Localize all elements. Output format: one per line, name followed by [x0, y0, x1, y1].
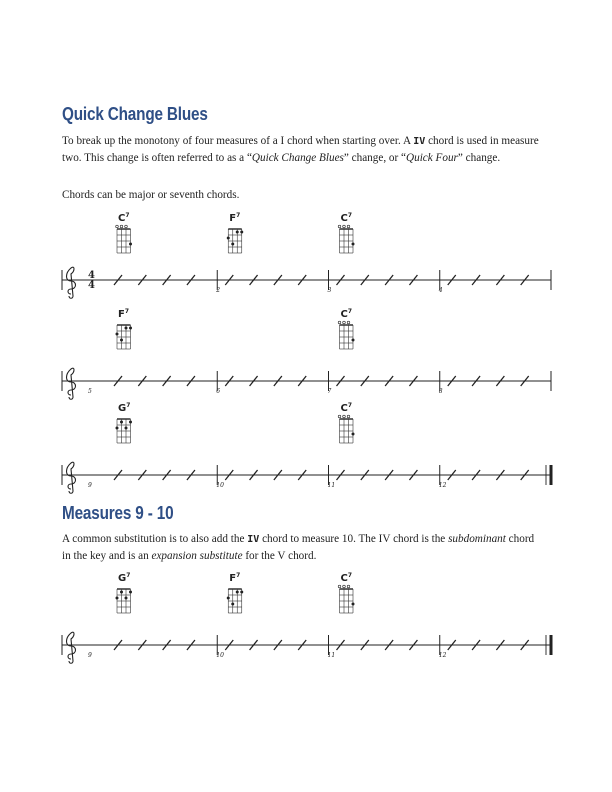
chord-name: $C^7$	[340, 212, 353, 224]
staff-system-2	[0, 308, 612, 403]
finger-dot	[125, 427, 128, 430]
finger-dot	[120, 591, 123, 594]
roman-numeral-iv: IV	[413, 136, 426, 147]
measure-number: 12	[438, 652, 447, 659]
measure-number: 2	[216, 287, 221, 294]
finger-dot	[236, 231, 239, 234]
time-signature-top: 4	[88, 270, 95, 281]
text-span: chord in the key and is an	[62, 533, 535, 562]
finger-dot	[240, 231, 243, 234]
measure-number: 8	[438, 388, 443, 395]
chord-name: $G^7$	[118, 572, 131, 584]
open-string-marker	[347, 585, 350, 588]
finger-dot	[352, 339, 355, 342]
chord-diagram-g7	[116, 402, 133, 443]
roman-numeral-iv: IV	[247, 534, 260, 545]
finger-dot	[116, 597, 119, 600]
chord-diagram-c7	[338, 572, 354, 613]
open-string-marker	[343, 585, 346, 588]
open-string-marker	[338, 225, 341, 228]
term-quick-change-blues: Quick Change Blues	[251, 152, 344, 164]
treble-clef-icon	[67, 632, 76, 663]
measure-number: 9	[88, 652, 92, 659]
chord-name: $F^7$	[229, 572, 241, 584]
measure-number: 10	[216, 482, 224, 489]
open-string-marker	[338, 415, 341, 418]
finger-dot	[120, 421, 123, 424]
finger-dot	[227, 237, 230, 240]
text-span: A common substitution is to also add the	[62, 533, 248, 545]
measure-number: 9	[88, 482, 92, 489]
finger-dot	[227, 597, 230, 600]
measure-number: 7	[327, 388, 332, 395]
finger-dot	[129, 421, 132, 424]
finger-dot	[120, 339, 123, 342]
chord-name: $C^7$	[340, 402, 353, 414]
term-expansion-substitute: expansion substitute	[151, 550, 243, 562]
chord-diagram-c7	[338, 402, 354, 443]
open-string-marker	[347, 415, 350, 418]
finger-dot	[116, 427, 119, 430]
measure-number: 5	[88, 388, 92, 395]
measure-number: 11	[327, 652, 336, 659]
text-span: chord is used in measure two. This change is often referred to as a “	[62, 135, 539, 164]
finger-dot	[129, 327, 132, 330]
finger-dot	[125, 597, 128, 600]
finger-dot	[129, 591, 132, 594]
open-string-marker	[343, 225, 346, 228]
finger-dot	[231, 243, 234, 246]
term-subdominant: subdominant	[448, 533, 506, 545]
open-string-marker	[347, 225, 350, 228]
chords-note-paragraph: Chords can be major or seventh chords.	[62, 189, 240, 201]
open-string-marker	[125, 225, 128, 228]
chord-diagram-c7	[116, 212, 132, 253]
finger-dot	[116, 333, 119, 336]
chord-diagram-c7	[338, 212, 354, 253]
intro-paragraph	[62, 133, 542, 166]
section-title-quick-change-blues: Quick Change Blues	[62, 104, 208, 124]
finger-dot	[240, 591, 243, 594]
chord-diagram-c7	[338, 308, 354, 349]
open-string-marker	[338, 321, 341, 324]
treble-clef-icon	[67, 462, 76, 493]
measure-number: 10	[216, 652, 224, 659]
chord-name: $G^7$	[118, 402, 131, 414]
time-signature-bottom: 4	[88, 280, 95, 291]
substitution-paragraph	[62, 531, 542, 564]
chord-name: $F^7$	[118, 308, 130, 320]
text-span: ” change.	[457, 152, 501, 164]
chord-name: $C^7$	[340, 572, 353, 584]
text-span: To break up the monotony of four measures of a I chord when starting over. A	[62, 135, 414, 147]
treble-clef-icon	[67, 267, 76, 298]
treble-clef-icon	[67, 368, 76, 399]
finger-dot	[236, 591, 239, 594]
finger-dot	[231, 603, 234, 606]
staff-system-1	[0, 212, 612, 302]
measure-number: 6	[216, 388, 221, 395]
measure-number: 3	[327, 287, 332, 294]
finger-dot	[125, 327, 128, 330]
open-string-marker	[343, 321, 346, 324]
finger-dot	[352, 433, 355, 436]
term-quick-four: Quick Four	[406, 152, 458, 164]
measure-number: 12	[438, 482, 447, 489]
chord-diagram-f7	[227, 572, 244, 613]
measure-number: 11	[327, 482, 336, 489]
chord-diagram-f7	[116, 308, 133, 349]
staff-system-4	[0, 572, 612, 667]
chord-name: $F^7$	[229, 212, 241, 224]
chord-diagram-g7	[116, 572, 133, 613]
open-string-marker	[347, 321, 350, 324]
open-string-marker	[338, 585, 341, 588]
text-span: for the V chord.	[242, 550, 317, 562]
open-string-marker	[343, 415, 346, 418]
chord-diagram-f7	[227, 212, 244, 253]
text-span: chord to measure 10. The IV chord is the	[259, 533, 449, 545]
finger-dot	[352, 603, 355, 606]
section-title-measures-9-10: Measures 9 - 10	[62, 503, 174, 523]
finger-dot	[352, 243, 355, 246]
finger-dot	[129, 243, 132, 246]
text-span: ” change, or “	[343, 152, 407, 164]
chord-name: $C^7$	[340, 308, 353, 320]
open-string-marker	[116, 225, 119, 228]
chord-name: $C^7$	[118, 212, 130, 224]
staff-system-3	[0, 402, 612, 497]
measure-number: 4	[438, 287, 443, 294]
open-string-marker	[120, 225, 123, 228]
